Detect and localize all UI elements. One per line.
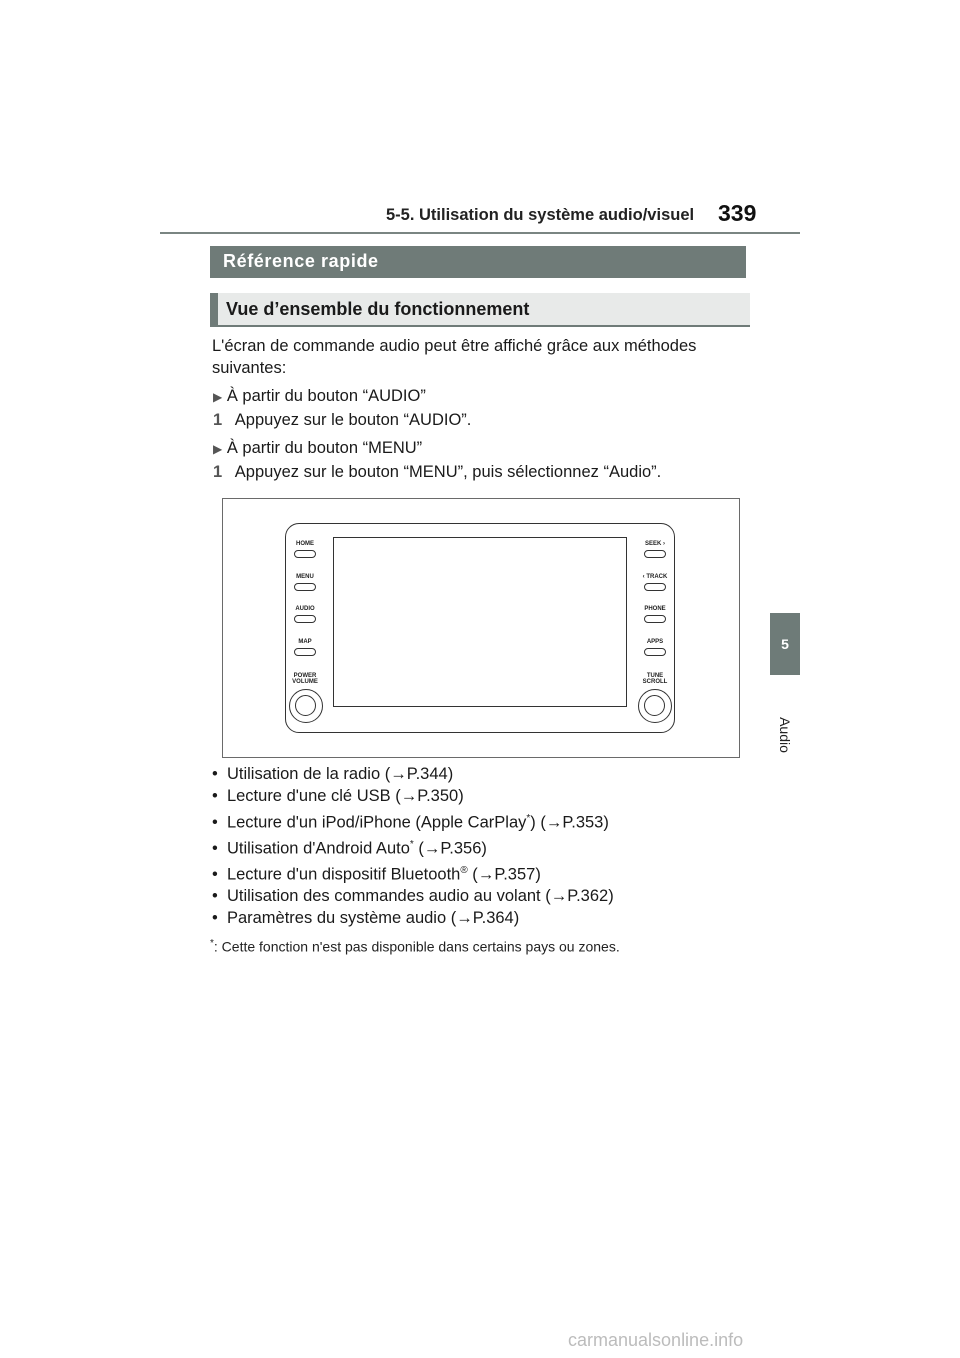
section-title: 5-5. Utilisation du système audio/visuel: [386, 206, 695, 224]
step-number: 1: [213, 463, 223, 481]
intro-line-1: L'écran de commande audio peut être affiché grâce aux méthodes: [212, 337, 697, 355]
home-button: [294, 550, 316, 558]
step-number: 1: [213, 411, 223, 429]
list-item: • Lecture d'une clé USB (→P.350): [212, 787, 464, 805]
list-item: • Utilisation d'Android Auto* (→P.356): [212, 839, 487, 858]
method-step: 1 Appuyez sur le bouton “MENU”, puis sélectionnez “Audio”.: [213, 463, 662, 481]
chapter-label: Audio: [777, 717, 793, 753]
map-label: MAP: [298, 639, 312, 645]
method-step: 1 Appuyez sur le bouton “AUDIO”.: [213, 411, 472, 429]
apps-label: APPS: [646, 639, 664, 645]
sub-heading: Vue d’ensemble du fonctionnement: [210, 293, 750, 327]
triangle-icon: ▶: [213, 442, 223, 456]
display-screen: [333, 537, 627, 707]
seek-label: SEEK ›: [644, 541, 665, 547]
audio-button: [294, 615, 316, 623]
list-item: • Utilisation de la radio (→P.344): [212, 765, 454, 783]
audio-label: AUDIO: [295, 606, 315, 612]
chapter-tab: 5: [770, 613, 800, 675]
watermark: carmanualsonline.info: [568, 1330, 744, 1350]
menu-label: MENU: [296, 574, 314, 580]
header-rule: [160, 232, 800, 234]
page-number: 339: [718, 200, 757, 226]
power-volume-label: POWER VOLUME: [292, 673, 318, 685]
track-button: [644, 583, 666, 591]
tune-scroll-knob: [638, 689, 672, 723]
home-label: HOME: [296, 541, 314, 547]
list-item: • Lecture d'un iPod/iPhone (Apple CarPlay*) (→P.353): [212, 813, 609, 832]
method-heading: ▶ À partir du bouton “AUDIO”: [213, 387, 426, 405]
triangle-icon: ▶: [213, 390, 223, 404]
list-item: • Lecture d'un dispositif Bluetooth® (→P.357): [212, 865, 541, 884]
main-heading: Référence rapide: [210, 246, 746, 278]
seek-button: [644, 550, 666, 558]
track-label: ‹ TRACK: [642, 574, 668, 580]
intro-line-2: suivantes:: [212, 359, 287, 377]
list-item: • Paramètres du système audio (→P.364): [212, 909, 520, 927]
phone-button: [644, 615, 666, 623]
power-volume-knob: [289, 689, 323, 723]
footnote: *: Cette fonction n'est pas disponible dans certains pays ou zones.: [210, 938, 620, 955]
menu-button: [294, 583, 316, 591]
apps-button: [644, 648, 666, 656]
tune-scroll-label: TUNE SCROLL: [642, 673, 668, 685]
map-button: [294, 648, 316, 656]
phone-label: PHONE: [644, 606, 666, 612]
list-item: • Utilisation des commandes audio au volant (→P.362): [212, 887, 614, 905]
method-heading: ▶ À partir du bouton “MENU”: [213, 439, 423, 457]
